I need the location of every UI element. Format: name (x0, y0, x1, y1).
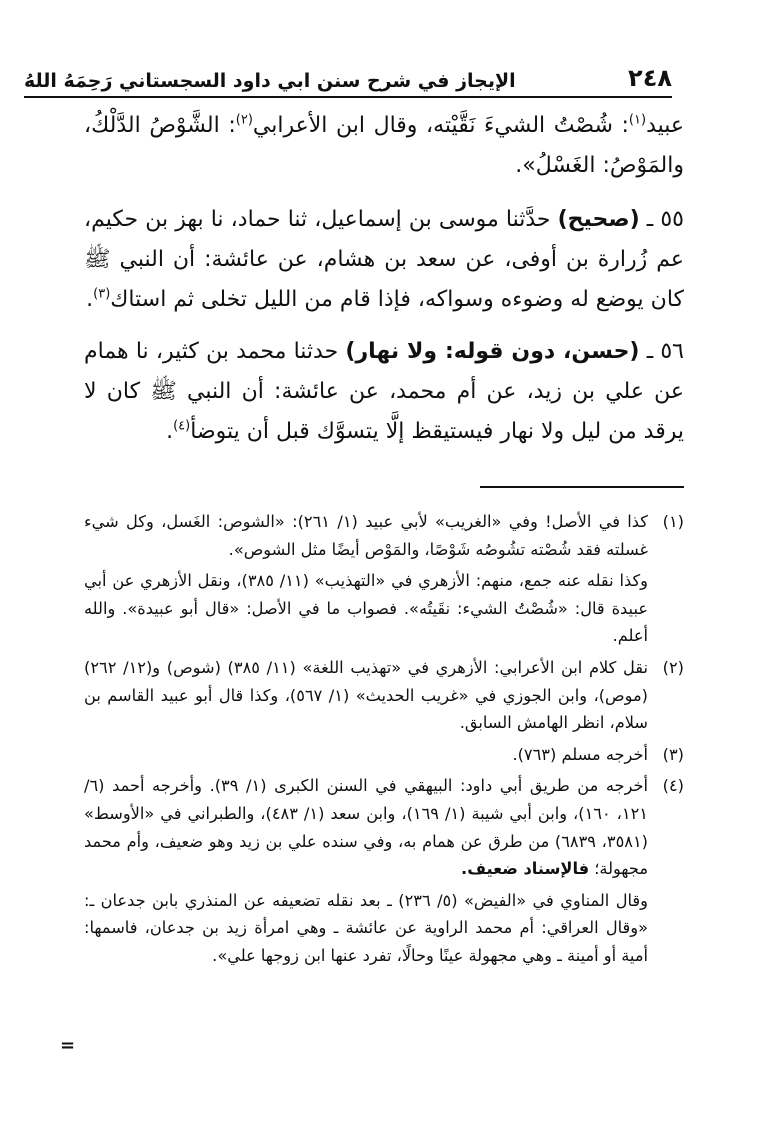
footnote-number: (٢) (662, 657, 684, 677)
hadith-grade: (صحيح) (557, 207, 640, 232)
hadith-number: ٥٦ ـ (639, 339, 684, 364)
footnote-2 (84, 654, 684, 737)
hadith-text: حدَّثنا موسى بن إسماعيل، ثنا حماد، نا بهز بن حكيم، عم زُرارة بن أوفى، عن سعد بن هشام، عن عائشة: أن النبي ﷺ كان يوضع له وضوءه وسواكه، فإذا قام من الليل تخلى ثم استاك (84, 207, 684, 312)
footnote-text: كذا في الأصل! وفي «الغريب» لأبي عبيد (١/ ٢٦١): «الشوص: الغَسل، وكل شيء غسلته فقد شُصْته تشُوصُه شَوْصًا، والمَوْص أيضًا مثل الشوص». (84, 512, 648, 559)
footnote-ref-4: (٤) (173, 418, 191, 434)
hadith-text: حدثنا محمد بن كثير، نا همام عن علي بن زيد، عن أم محمد، عن عائشة: أن النبي ﷺ كان لا يرقد من ليل ولا نهار فيستيقظ إلَّا يتسوَّك قبل أن يتوضأ (84, 339, 684, 444)
footnote-1-continuation: وكذا نقله عنه جمع، منهم: الأزهري في «التهذيب» (١١/ ٣٨٥)، ونقل الأزهري عن أبي عبيدة قال: «شُصْتُ الشيء: نقَيتُه». فصواب ما في الأصل: «قال أبو عبيدة». والله أعلم. (84, 571, 648, 646)
text-segment: : الشَّوْصُ الدَّلْكُ، والمَوْصُ: الغَسْلُ». (84, 113, 684, 178)
footnote-3 (84, 741, 684, 769)
footnotes (84, 508, 684, 974)
footnote-separator (480, 486, 684, 488)
hadith-56 (84, 332, 684, 452)
text-segment: . (86, 287, 94, 312)
footnote-ref-1: (١) (628, 112, 647, 128)
hadith-number: ٥٥ ـ (639, 207, 684, 232)
footnote-bold-segment: فالإسناد ضعيف. (461, 859, 590, 879)
footnote-number: (٣) (662, 744, 684, 764)
footnote-ref-2: (٢) (235, 112, 253, 128)
footnote-text (84, 772, 648, 882)
footnote-text: أخرجه مسلم (٧٦٣). (512, 744, 648, 764)
paragraph-continuation (84, 106, 684, 186)
footnote-number: (٤) (662, 776, 684, 796)
page-header (24, 52, 672, 98)
page-number: ٢٤٨ (628, 64, 672, 92)
footnote-4-continuation: وقال المناوي في «الفيض» (٥/ ٢٣٦) ـ بعد نقله تضعيفه عن المنذري بابن جدعان ـ: «وقال العراقي: أم محمد الراوية عن عائشة ـ وهي امرأة زيد بن جدعان، فاسمها: أمية أو أمينة ـ وهي مجهولة عينًا وحالًا، تفرد عنها ابن زوجها علي». (84, 890, 648, 965)
text-segment: : شُصْتُ الشيءَ نَقَّيْته، وقال ابن الأعرابي (252, 113, 629, 138)
hadith-55 (84, 200, 684, 320)
main-text (84, 106, 684, 464)
footnote-text: نقل كلام ابن الأعرابي: الأزهري في «تهذيب اللغة» (١١/ ٣٨٥) (شوص) و(١٢/ ٢٦٢) (موص)، وابن الجوزي في «غريب الحديث» (١/ ٥٦٧)، وكذا قال أبو عبيد القاسم بن سلام، انظر الهامش السابق. (84, 657, 648, 733)
footnote-ref-3: (٣) (93, 286, 111, 302)
text-segment: عبيد (646, 113, 685, 138)
text-segment: . (166, 419, 174, 444)
running-title: الإيجاز في شرح سنن ابي داود السجستاني رَحِمَهُ اللهُ (24, 70, 516, 92)
footnote-text-segment: أخرجه من طريق أبي داود: البيهقي في السنن الكبرى (١/ ٣٩). وأخرجه أحمد (٦/ ١٢١، ١٦٠)، وابن أبي شيبة (١/ ١٦٩)، وابن سعد (١/ ٤٨٣)، والطبراني في «الأوسط» (٣٥٨١، ٦٨٣٩) من طرق عن همام به، وفي سنده علي بن زيد وهو ضعيف، وأم محمد مجهولة؛ (84, 776, 649, 879)
footnote-1 (84, 508, 684, 563)
hadith-grade: (حسن، دون قوله: ولا نهار) (345, 339, 640, 364)
continuation-mark: = (60, 1035, 76, 1056)
footnote-4 (84, 772, 684, 882)
footnote-number: (١) (662, 512, 684, 531)
